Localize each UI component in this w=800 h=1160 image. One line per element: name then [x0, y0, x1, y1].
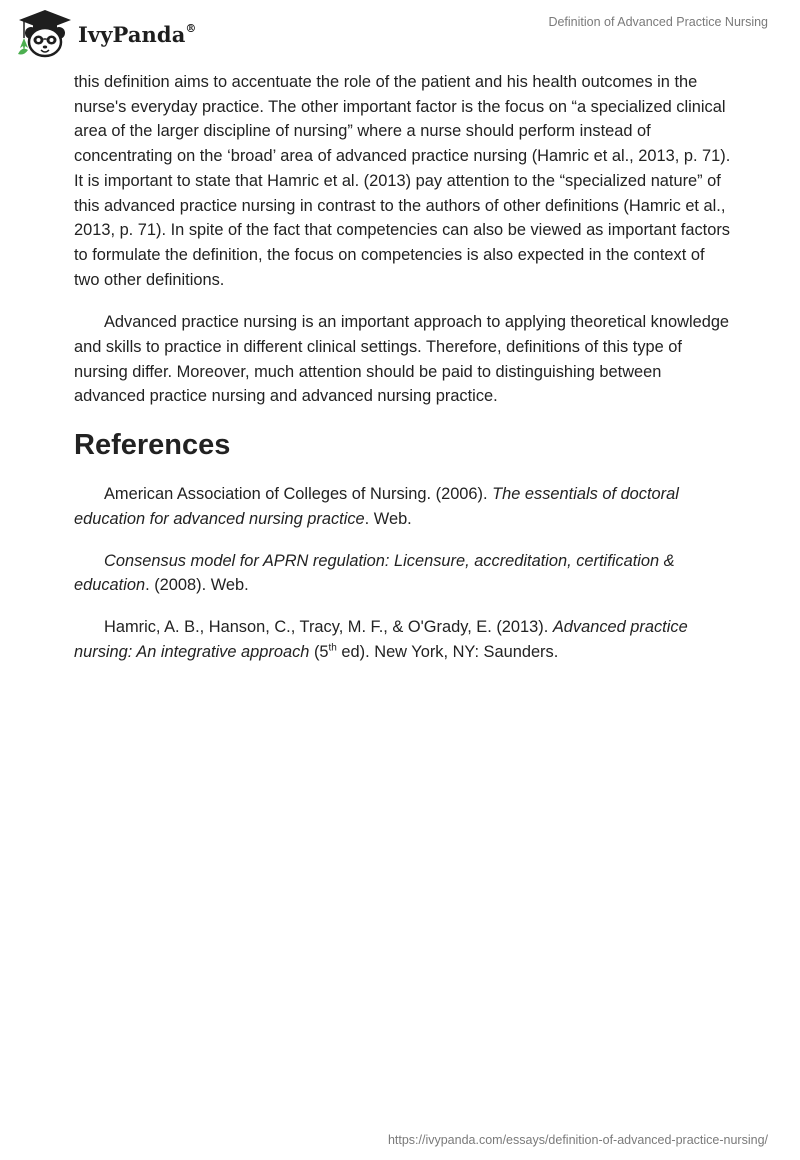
body-paragraph: Advanced practice nursing is an important approach to applying theoretical knowledge and skills to practice in different clinical settings. Therefore, definitions of this type of nursing differ. Moreover, much attention should be paid to distinguishing between advanced practice nursing and advanced nursing practice.	[74, 313, 730, 406]
reference-item	[74, 549, 734, 598]
reference-text: . Web.	[364, 509, 412, 528]
reference-text: Hamric, A. B., Hanson, C., Tracy, M. F., & O'Grady, E. (2013).	[104, 617, 553, 636]
essay-content	[74, 70, 734, 681]
edition-superscript: th	[328, 642, 337, 654]
reference-title: Advanced practice nursing: An integrative approach	[74, 617, 688, 661]
reference-title: The essentials of doctoral education for advanced nursing practice	[74, 485, 679, 528]
page-header	[0, 0, 800, 64]
registered-mark: ®	[185, 21, 197, 35]
reference-text: ed). New York, NY: Saunders.	[336, 642, 559, 661]
brand-logo[interactable]	[14, 8, 197, 60]
body-paragraph: this definition aims to accentuate the role of the patient and his health outcomes in the nurse's everyday practice. The other important factor is the focus on “a specialized clinical area of the larger discipline of nursing” where a nurse should perform instead of concentrating on the ‘broad’ area of advanced practice nursing (Hamric et al., 2013, p. 71). It is important to state that Hamric et al. (2013) pay attention to the “specialized nature” of this advanced practice nursing in contrast to the authors of other definitions (Hamric et al., 2013, p. 71). In spite of the fact that competencies can also be viewed as important factors to formulate the definition, the focus on competencies is also expected in the context of two other definitions.	[74, 73, 731, 289]
reference-text: . (2008). Web.	[145, 576, 249, 595]
panda-graduate-icon	[14, 8, 76, 60]
document-title: Definition of Advanced Practice Nursing	[548, 15, 768, 29]
reference-item	[74, 482, 734, 531]
source-url-link[interactable]: https://ivypanda.com/essays/definition-of-advanced-practice-nursing/	[387, 1133, 768, 1147]
reference-text: American Association of Colleges of Nursing. (2006).	[104, 485, 493, 504]
brand-name: IvyPanda®	[78, 21, 197, 47]
references-heading: References	[74, 429, 231, 462]
reference-item	[74, 615, 734, 664]
reference-title: Consensus model for APRN regulation: Licensure, accreditation, certification & education	[74, 551, 675, 595]
reference-text: (5	[309, 642, 329, 661]
